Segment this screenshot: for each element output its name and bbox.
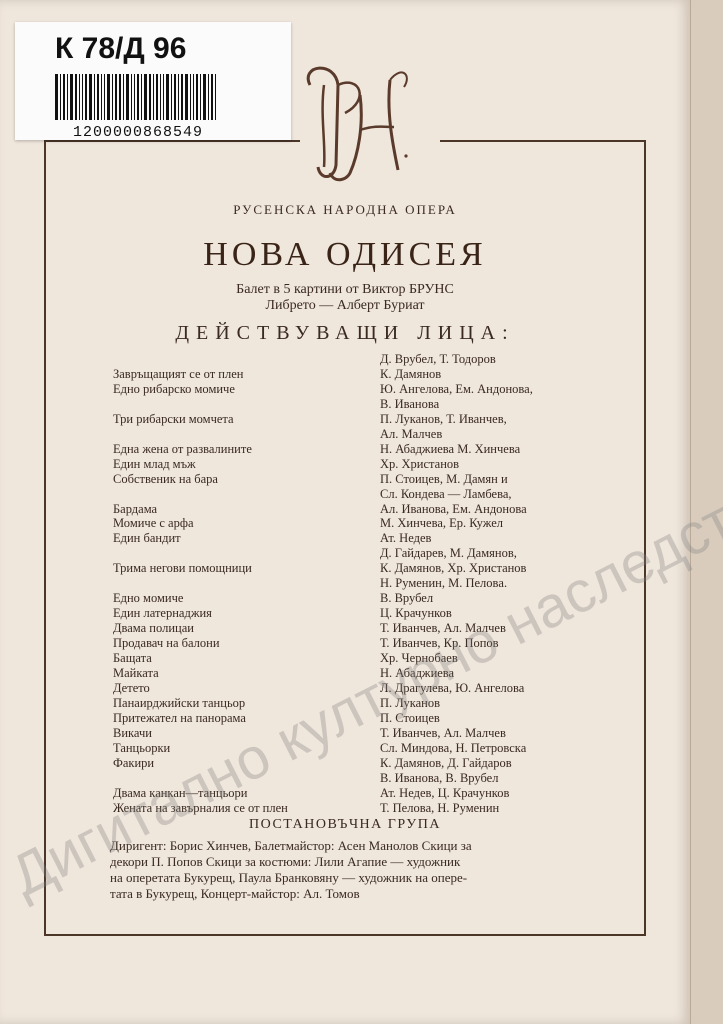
cast-performers: Ал. Иванова, Ем. Андонова (380, 501, 527, 516)
cast-performers: Хр. Христанов (380, 456, 460, 471)
cast-role: Жената на завърналия се от плен (113, 800, 288, 815)
cast-performers: В. Иванова (380, 396, 440, 411)
cast-role: Момиче с арфа (113, 516, 194, 531)
cast-role: Панаирджийски танцьор (113, 695, 246, 710)
cast-performers: Хр. Чернобаев (380, 651, 458, 665)
ballet-subtitle: Балет в 5 картини от Виктор БРУНС (236, 282, 454, 297)
ballet-title: НОВА ОДИСЕЯ (203, 236, 487, 273)
production-line: тата в Букурещ, Концерт-майстор: Ал. Томов (110, 886, 360, 901)
archive-code: К 78/Д 96 (55, 32, 187, 65)
cast-role: Един латернаджия (113, 606, 212, 621)
cast-role: Собственик на бара (113, 471, 218, 486)
cast-performers: Н. Абаджиева М. Хинчева (380, 441, 521, 456)
opera-house-name: РУСЕНСКА НАРОДНА ОПЕРА (233, 202, 457, 217)
production-line: декори П. Попов Скици за костюми: Лили Агапие — художник (110, 854, 461, 869)
cast-role: Двама полицаи (113, 621, 194, 636)
cast-performers: Д. Врубел, Т. Тодоров (380, 352, 496, 366)
cast-role: Танцьорки (113, 740, 171, 755)
cast-performers: Д. Гайдарев, М. Дамянов, (380, 546, 517, 561)
libretto-credit: Либрето — Алберт Буриат (265, 298, 425, 313)
cast-role: Викачи (113, 725, 152, 740)
cast-performers: Н. Абаджиева (380, 665, 455, 680)
barcode-number: 1200000868549 (73, 124, 204, 141)
cast-role: Едно рибарско момиче (113, 381, 235, 396)
cast-role: Притежател на панорама (113, 710, 246, 725)
cast-performers: Ц. Крачунков (380, 606, 452, 621)
cast-role: Завръщащият се от плен (113, 366, 244, 381)
cast-performers: Ал. Малчев (380, 426, 443, 441)
production-line: на оперетата Букурещ, Паула Бранковяну — художник на опере- (110, 870, 468, 885)
cast-performers: Ат. Недев (380, 531, 432, 546)
cast-role: Двама канкан—танцьори (113, 785, 248, 800)
cast-performers: В. Иванова, В. Врубел (380, 770, 499, 785)
cast-performers: П. Луканов (380, 695, 440, 710)
cast-performers: Сл. Кондева — Ламбева, (380, 486, 512, 501)
cast-performers: П. Стоицев (380, 710, 440, 725)
production-heading: ПОСТАНОВЪЧНА ГРУПА (249, 817, 441, 832)
monogram-logo-icon (290, 55, 420, 185)
cast-performers: Т. Пеловa, Н. Руменин (380, 800, 500, 815)
cast-performers: Т. Иванчев, Ал. Малчев (380, 725, 506, 740)
cast-role: Трима негови помощници (113, 561, 252, 576)
cast-role: Една жена от развалините (113, 441, 252, 456)
archive-label (15, 22, 291, 140)
cast-role: Бащата (113, 651, 152, 665)
cast-performers: Л. Драгулева, Ю. Ангелова (380, 680, 525, 695)
cast-role: Едно момиче (113, 591, 184, 606)
cast-role: Един млад мъж (113, 456, 196, 471)
cast-performers: Ю. Ангелова, Ем. Андонова, (380, 381, 533, 396)
production-line: Диригент: Борис Хинчев, Балетмайстор: Асен Манолов Скици за (110, 838, 472, 853)
cast-performers: В. Врубел (380, 591, 434, 606)
watermark: Дигитално културно наследство (0, 458, 723, 909)
cast-performers: К. Дамянов (380, 366, 442, 381)
cast-role: Един бандит (113, 531, 181, 546)
barcode-icon (55, 74, 255, 120)
cast-performers: П. Луканов, Т. Иванчев, (380, 411, 507, 426)
cast-performers: Сл. Миндова, Н. Петровска (380, 740, 527, 755)
cast-role: Детето (113, 680, 150, 695)
cast-performers: К. Дамянов, Хр. Христанов (380, 561, 527, 576)
cast-performers: Т. Иванчев, Ал. Малчев (380, 621, 506, 636)
cast-performers: К. Дамянов, Д. Гайдаров (380, 755, 512, 770)
cast-role: Факири (113, 755, 155, 770)
cast-heading: ДЕЙСТВУВАЩИ ЛИЦА: (175, 322, 515, 344)
cast-role: Три рибарски момчета (113, 411, 234, 426)
cast-performers: Ат. Недев, Ц. Крачунков (380, 785, 510, 800)
cast-performers: Н. Руменин, М. Пеловa. (380, 576, 508, 591)
cast-performers: М. Хинчева, Ер. Кужел (380, 516, 504, 531)
cast-performers: Т. Иванчев, Кр. Попов (380, 636, 499, 651)
cast-role: Бардама (113, 501, 158, 516)
cast-role: Майката (113, 665, 159, 680)
cast-performers: П. Стоицев, М. Дамян и (380, 471, 508, 486)
cast-role: Продавач на балони (113, 636, 220, 651)
